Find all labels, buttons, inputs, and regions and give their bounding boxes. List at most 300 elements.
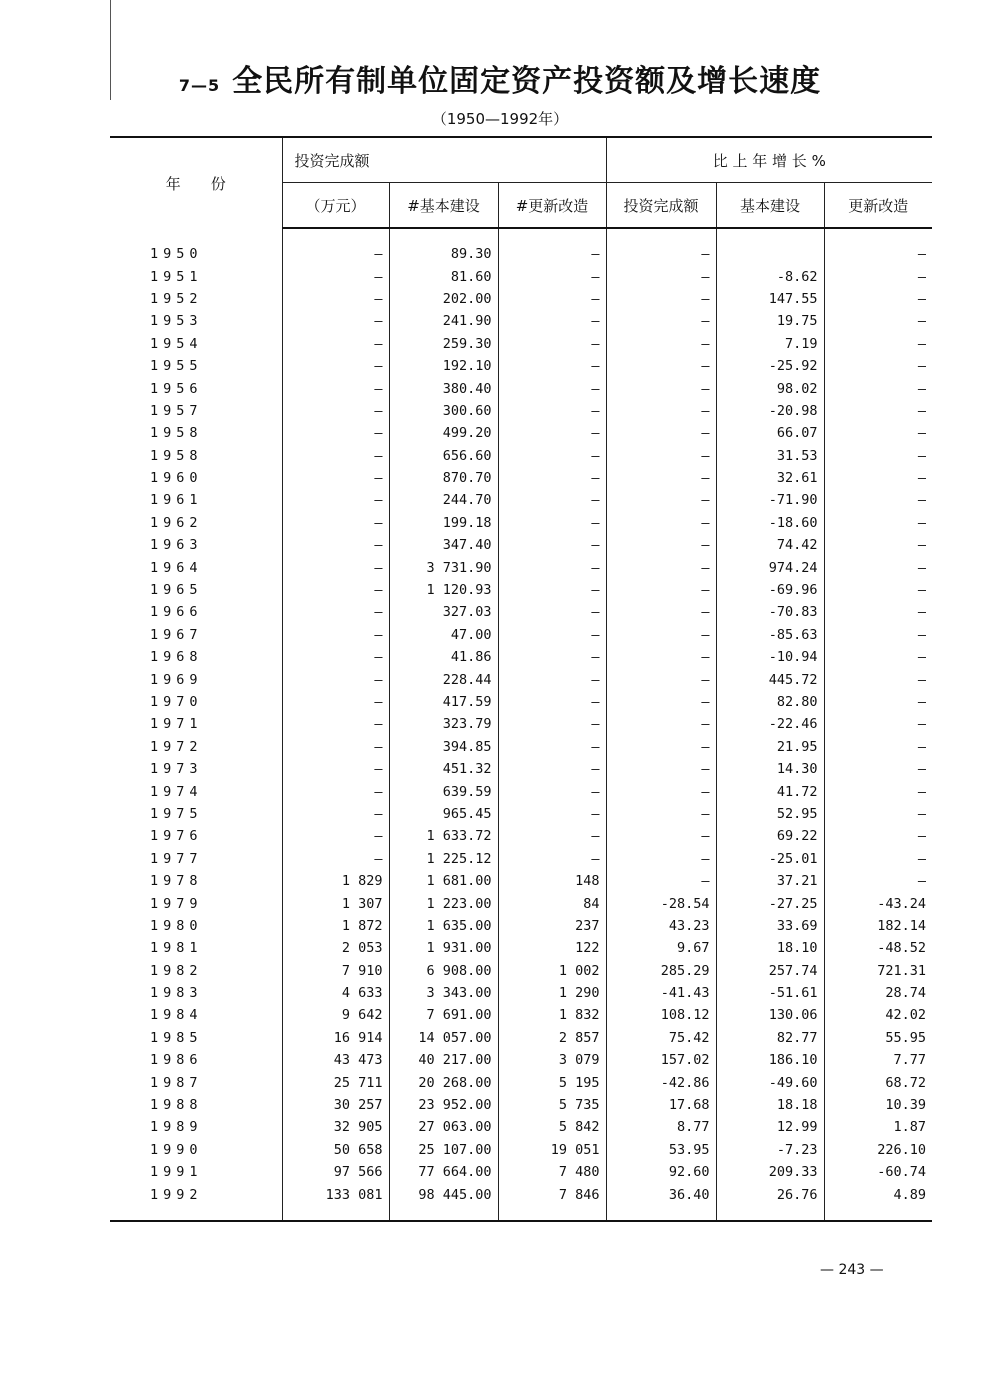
table-row (110, 601, 932, 623)
cell-year: 1963 (150, 537, 203, 554)
cell-growth-basic: -20.98 (716, 400, 824, 422)
cell-growth-renew: 42.02 (824, 1004, 932, 1026)
table-row (110, 512, 932, 534)
cell-growth-renew: — (824, 646, 932, 668)
cell-basic: 1 225.12 (389, 848, 498, 870)
cell-growth-renew: — (824, 422, 932, 444)
header-year: 年 份 (110, 137, 282, 228)
table-row (110, 803, 932, 825)
cell-year: 1977 (150, 850, 203, 867)
cell-invest: — (282, 377, 389, 399)
cell-growth-invest: — (606, 736, 716, 758)
cell-year: 1966 (150, 604, 203, 621)
cell-growth-basic: 445.72 (716, 668, 824, 690)
cell-growth-renew: — (824, 713, 932, 735)
cell-renew: 237 (498, 915, 606, 937)
header-growth-group: 比 上 年 增 长 % (606, 137, 932, 183)
cell-invest: — (282, 736, 389, 758)
cell-growth-basic: -10.94 (716, 646, 824, 668)
cell-growth-basic: -51.61 (716, 982, 824, 1004)
cell-basic: 202.00 (389, 288, 498, 310)
cell-growth-renew: 182.14 (824, 915, 932, 937)
cell-basic: 1 931.00 (389, 937, 498, 959)
cell-growth-renew: — (824, 870, 932, 892)
header-growth-renew: 更新改造 (824, 183, 932, 229)
cell-renew: — (498, 601, 606, 623)
cell-growth-basic: 74.42 (716, 534, 824, 556)
cell-growth-invest: — (606, 467, 716, 489)
cell-invest: — (282, 624, 389, 646)
cell-growth-invest: — (606, 310, 716, 332)
table-row (110, 1027, 932, 1049)
cell-year: 1968 (150, 649, 203, 666)
cell-growth-renew: — (824, 445, 932, 467)
table-row (110, 489, 932, 511)
cell-growth-invest: — (606, 825, 716, 847)
cell-year: 1976 (150, 828, 203, 845)
cell-growth-basic: -25.01 (716, 848, 824, 870)
cell-basic: 394.85 (389, 736, 498, 758)
cell-growth-renew: — (824, 736, 932, 758)
cell-growth-invest: — (606, 228, 716, 265)
cell-invest: — (282, 288, 389, 310)
cell-renew: 122 (498, 937, 606, 959)
cell-basic: 965.45 (389, 803, 498, 825)
cell-invest: 1 829 (282, 870, 389, 892)
cell-basic: 7 691.00 (389, 1004, 498, 1026)
cell-growth-renew: — (824, 803, 932, 825)
cell-basic: 77 664.00 (389, 1161, 498, 1183)
header-basic: #基本建设 (389, 183, 498, 229)
cell-year: 1990 (150, 1141, 203, 1158)
cell-basic: 23 952.00 (389, 1094, 498, 1116)
table-row (110, 579, 932, 601)
cell-year: 1987 (150, 1074, 203, 1091)
cell-growth-invest: — (606, 713, 716, 735)
cell-basic: 20 268.00 (389, 1071, 498, 1093)
cell-invest: — (282, 333, 389, 355)
cell-growth-invest: 43.23 (606, 915, 716, 937)
cell-year: 1962 (150, 514, 203, 531)
cell-renew: 2 857 (498, 1027, 606, 1049)
cell-basic: 81.60 (389, 265, 498, 287)
cell-growth-renew: 10.39 (824, 1094, 932, 1116)
cell-basic: 89.30 (389, 228, 498, 265)
cell-growth-invest: — (606, 333, 716, 355)
cell-growth-basic: 186.10 (716, 1049, 824, 1071)
table-row (110, 1183, 932, 1220)
cell-growth-invest: — (606, 512, 716, 534)
cell-growth-invest: 17.68 (606, 1094, 716, 1116)
cell-year: 1980 (150, 917, 203, 934)
cell-invest: — (282, 534, 389, 556)
cell-basic: 40 217.00 (389, 1049, 498, 1071)
cell-basic: 27 063.00 (389, 1116, 498, 1138)
header-invest-group: 投资完成额 (282, 137, 606, 183)
table-body (110, 228, 932, 1221)
cell-invest: 133 081 (282, 1183, 389, 1220)
cell-year: 1988 (150, 1097, 203, 1114)
cell-growth-invest: — (606, 489, 716, 511)
table-row (110, 780, 932, 802)
cell-renew: — (498, 848, 606, 870)
cell-growth-basic: 41.72 (716, 780, 824, 802)
cell-invest: 43 473 (282, 1049, 389, 1071)
cell-year: 1952 (150, 290, 203, 307)
cell-growth-renew: — (824, 534, 932, 556)
cell-growth-renew: — (824, 467, 932, 489)
cell-basic: 199.18 (389, 512, 498, 534)
cell-renew: — (498, 445, 606, 467)
cell-growth-renew: 28.74 (824, 982, 932, 1004)
cell-renew: — (498, 713, 606, 735)
cell-year: 1969 (150, 671, 203, 688)
cell-invest: — (282, 848, 389, 870)
table-row (110, 1139, 932, 1161)
cell-invest: — (282, 422, 389, 444)
cell-growth-basic: -27.25 (716, 892, 824, 914)
cell-renew: — (498, 377, 606, 399)
cell-year: 1954 (150, 335, 203, 352)
table-row (110, 1004, 932, 1026)
table-row (110, 377, 932, 399)
cell-year: 1974 (150, 783, 203, 800)
cell-growth-basic: 19.75 (716, 310, 824, 332)
cell-growth-invest: 8.77 (606, 1116, 716, 1138)
table-row (110, 355, 932, 377)
table-row (110, 960, 932, 982)
cell-growth-invest: 36.40 (606, 1183, 716, 1220)
cell-growth-renew: — (824, 489, 932, 511)
cell-growth-invest: — (606, 377, 716, 399)
cell-invest: — (282, 646, 389, 668)
cell-growth-basic: -49.60 (716, 1071, 824, 1093)
cell-invest: — (282, 467, 389, 489)
cell-growth-renew: 226.10 (824, 1139, 932, 1161)
cell-growth-invest: 92.60 (606, 1161, 716, 1183)
cell-growth-invest: — (606, 780, 716, 802)
cell-growth-invest: — (606, 758, 716, 780)
cell-renew: 1 290 (498, 982, 606, 1004)
cell-growth-invest: — (606, 445, 716, 467)
cell-growth-basic: 69.22 (716, 825, 824, 847)
cell-year: 1991 (150, 1164, 203, 1181)
cell-growth-renew: — (824, 691, 932, 713)
cell-growth-basic: -71.90 (716, 489, 824, 511)
cell-basic: 259.30 (389, 333, 498, 355)
cell-year: 1973 (150, 761, 203, 778)
cell-growth-renew: — (824, 825, 932, 847)
cell-basic: 870.70 (389, 467, 498, 489)
cell-growth-renew: 1.87 (824, 1116, 932, 1138)
cell-growth-basic: 209.33 (716, 1161, 824, 1183)
cell-basic: 499.20 (389, 422, 498, 444)
table-row (110, 333, 932, 355)
cell-growth-invest: — (606, 534, 716, 556)
header-growth-invest: 投资完成额 (606, 183, 716, 229)
cell-growth-basic: -69.96 (716, 579, 824, 601)
cell-year: 1953 (150, 313, 203, 330)
cell-year: 1961 (150, 492, 203, 509)
cell-renew: — (498, 646, 606, 668)
table-row (110, 265, 932, 287)
cell-growth-renew: 4.89 (824, 1183, 932, 1220)
cell-growth-basic: 21.95 (716, 736, 824, 758)
cell-growth-invest: — (606, 646, 716, 668)
header-renew: #更新改造 (498, 183, 606, 229)
cell-basic: 98 445.00 (389, 1183, 498, 1220)
cell-year: 1982 (150, 962, 203, 979)
cell-growth-renew: — (824, 400, 932, 422)
cell-growth-basic: 32.61 (716, 467, 824, 489)
cell-year: 1955 (150, 358, 203, 375)
cell-invest: 2 053 (282, 937, 389, 959)
cell-renew: 5 842 (498, 1116, 606, 1138)
cell-invest: 1 307 (282, 892, 389, 914)
cell-year: 1975 (150, 805, 203, 822)
table-row (110, 1116, 932, 1138)
cell-renew: — (498, 467, 606, 489)
cell-growth-invest: — (606, 870, 716, 892)
cell-year: 1958 (150, 447, 203, 464)
cell-growth-invest: 53.95 (606, 1139, 716, 1161)
cell-growth-basic: 37.21 (716, 870, 824, 892)
cell-basic: 639.59 (389, 780, 498, 802)
cell-basic: 1 635.00 (389, 915, 498, 937)
cell-growth-invest: 108.12 (606, 1004, 716, 1026)
cell-basic: 1 223.00 (389, 892, 498, 914)
cell-growth-basic: -85.63 (716, 624, 824, 646)
cell-growth-renew: — (824, 310, 932, 332)
table-row (110, 915, 932, 937)
cell-growth-invest: — (606, 668, 716, 690)
cell-growth-basic: 147.55 (716, 288, 824, 310)
cell-renew: — (498, 265, 606, 287)
cell-growth-invest: — (606, 288, 716, 310)
cell-invest: 32 905 (282, 1116, 389, 1138)
cell-renew: — (498, 310, 606, 332)
cell-renew: — (498, 736, 606, 758)
cell-invest: 7 910 (282, 960, 389, 982)
cell-basic: 6 908.00 (389, 960, 498, 982)
page-number: — 243 — (820, 1262, 884, 1278)
cell-growth-renew: — (824, 758, 932, 780)
cell-growth-renew: — (824, 265, 932, 287)
table-row (110, 937, 932, 959)
cell-invest: — (282, 355, 389, 377)
cell-growth-renew: -43.24 (824, 892, 932, 914)
cell-growth-basic: -7.23 (716, 1139, 824, 1161)
cell-basic: 451.32 (389, 758, 498, 780)
cell-growth-basic: 82.77 (716, 1027, 824, 1049)
cell-growth-basic: -22.46 (716, 713, 824, 735)
cell-basic: 1 633.72 (389, 825, 498, 847)
cell-basic: 656.60 (389, 445, 498, 467)
cell-invest: — (282, 825, 389, 847)
cell-renew: — (498, 624, 606, 646)
header-growth-basic: 基本建设 (716, 183, 824, 229)
cell-growth-invest: — (606, 624, 716, 646)
cell-year: 1965 (150, 582, 203, 599)
cell-growth-basic: 18.18 (716, 1094, 824, 1116)
table-row (110, 892, 932, 914)
header-unit: （万元） (282, 183, 389, 229)
table-row (110, 310, 932, 332)
cell-growth-renew: — (824, 288, 932, 310)
cell-renew: 7 846 (498, 1183, 606, 1220)
table-row (110, 445, 932, 467)
cell-year: 1970 (150, 694, 203, 710)
cell-renew: 19 051 (498, 1139, 606, 1161)
cell-invest: — (282, 803, 389, 825)
cell-growth-basic: 257.74 (716, 960, 824, 982)
cell-growth-basic: 82.80 (716, 691, 824, 713)
cell-basic: 323.79 (389, 713, 498, 735)
cell-renew: — (498, 556, 606, 578)
table-row (110, 758, 932, 780)
table-row (110, 1049, 932, 1071)
cell-growth-renew: — (824, 579, 932, 601)
cell-growth-renew: — (824, 556, 932, 578)
cell-renew: — (498, 780, 606, 802)
investment-table (110, 136, 932, 1222)
table-row (110, 736, 932, 758)
cell-invest: — (282, 265, 389, 287)
cell-basic: 1 681.00 (389, 870, 498, 892)
cell-renew: 3 079 (498, 1049, 606, 1071)
cell-growth-invest: — (606, 422, 716, 444)
cell-invest: — (282, 758, 389, 780)
cell-invest: — (282, 601, 389, 623)
cell-growth-invest: — (606, 355, 716, 377)
cell-year: 1956 (150, 380, 203, 397)
cell-invest: 9 642 (282, 1004, 389, 1026)
cell-invest: — (282, 780, 389, 802)
cell-basic: 192.10 (389, 355, 498, 377)
table-row (110, 1094, 932, 1116)
cell-growth-renew: — (824, 333, 932, 355)
cell-growth-renew: — (824, 848, 932, 870)
cell-growth-invest: — (606, 601, 716, 623)
cell-renew: 5 735 (498, 1094, 606, 1116)
cell-year: 1964 (150, 559, 203, 576)
cell-renew: — (498, 668, 606, 690)
cell-growth-invest: -41.43 (606, 982, 716, 1004)
page-subtitle: （1950—1992年） (431, 110, 569, 128)
cell-growth-basic: -18.60 (716, 512, 824, 534)
cell-growth-basic: 18.10 (716, 937, 824, 959)
cell-growth-basic: 12.99 (716, 1116, 824, 1138)
cell-growth-invest: — (606, 803, 716, 825)
cell-invest: 50 658 (282, 1139, 389, 1161)
cell-basic: 380.40 (389, 377, 498, 399)
table-row (110, 982, 932, 1004)
cell-year: 1972 (150, 738, 203, 755)
cell-growth-invest: — (606, 400, 716, 422)
cell-growth-basic: 974.24 (716, 556, 824, 578)
cell-growth-renew: -48.52 (824, 937, 932, 959)
cell-invest: 1 872 (282, 915, 389, 937)
cell-growth-basic: 66.07 (716, 422, 824, 444)
cell-invest: — (282, 691, 389, 713)
table-row (110, 288, 932, 310)
cell-growth-basic: 14.30 (716, 758, 824, 780)
cell-growth-renew: — (824, 377, 932, 399)
cell-growth-basic: 7.19 (716, 333, 824, 355)
table-row (110, 848, 932, 870)
cell-invest: — (282, 713, 389, 735)
cell-growth-basic: 33.69 (716, 915, 824, 937)
cell-growth-invest: -42.86 (606, 1071, 716, 1093)
cell-growth-basic: 130.06 (716, 1004, 824, 1026)
cell-year: 1983 (150, 985, 203, 1002)
cell-renew: — (498, 228, 606, 265)
cell-basic: 41.86 (389, 646, 498, 668)
cell-renew: — (498, 288, 606, 310)
cell-year: 1985 (150, 1029, 203, 1046)
cell-growth-renew: — (824, 668, 932, 690)
cell-invest: — (282, 556, 389, 578)
cell-renew: — (498, 691, 606, 713)
cell-basic: 327.03 (389, 601, 498, 623)
cell-year: 1984 (150, 1007, 203, 1024)
cell-renew: 1 832 (498, 1004, 606, 1026)
cell-growth-basic: -70.83 (716, 601, 824, 623)
title-text: 全民所有制单位固定资产投资额及增长速度 (232, 64, 822, 99)
cell-renew: — (498, 825, 606, 847)
cell-renew: — (498, 422, 606, 444)
cell-year: 1967 (150, 626, 203, 643)
cell-growth-renew: 55.95 (824, 1027, 932, 1049)
cell-invest: 97 566 (282, 1161, 389, 1183)
table-row (110, 422, 932, 444)
cell-year: 1979 (150, 895, 203, 912)
cell-growth-basic: 98.02 (716, 377, 824, 399)
table-row (110, 556, 932, 578)
cell-basic: 3 731.90 (389, 556, 498, 578)
cell-growth-invest: -28.54 (606, 892, 716, 914)
cell-invest: — (282, 512, 389, 534)
table-row (110, 1071, 932, 1093)
cell-renew: — (498, 803, 606, 825)
cell-renew: — (498, 579, 606, 601)
cell-growth-invest: 157.02 (606, 1049, 716, 1071)
cell-growth-basic: -25.92 (716, 355, 824, 377)
cell-invest: — (282, 310, 389, 332)
cell-growth-invest: 75.42 (606, 1027, 716, 1049)
cell-growth-renew: — (824, 355, 932, 377)
cell-basic: 3 343.00 (389, 982, 498, 1004)
cell-growth-invest: — (606, 848, 716, 870)
cell-basic: 14 057.00 (389, 1027, 498, 1049)
cell-year: 1950 (150, 245, 203, 262)
table-row (110, 646, 932, 668)
table-row (110, 400, 932, 422)
table-row (110, 228, 932, 265)
cell-growth-basic (716, 228, 824, 265)
cell-year: 1981 (150, 940, 203, 957)
cell-renew: 1 002 (498, 960, 606, 982)
cell-basic: 25 107.00 (389, 1139, 498, 1161)
cell-invest: — (282, 579, 389, 601)
cell-invest: — (282, 400, 389, 422)
cell-invest: — (282, 228, 389, 265)
cell-year: 1986 (150, 1052, 203, 1069)
cell-renew: — (498, 512, 606, 534)
cell-invest: — (282, 489, 389, 511)
cell-renew: — (498, 489, 606, 511)
table-row (110, 534, 932, 556)
